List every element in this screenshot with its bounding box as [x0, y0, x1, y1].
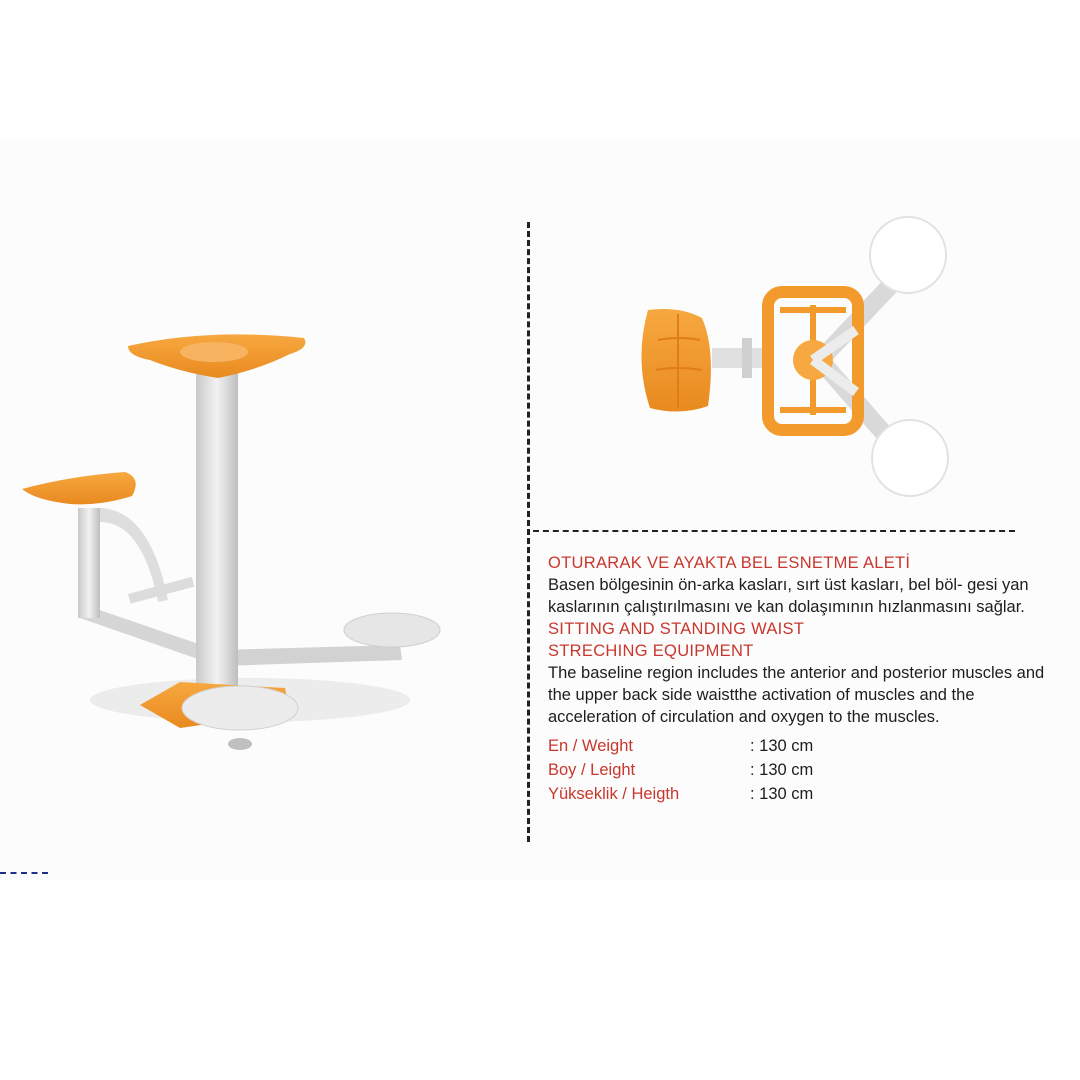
spec-row-width — [548, 734, 1068, 758]
spec-row-height — [548, 782, 1068, 806]
spec-value: : 130 cm — [750, 737, 814, 755]
spec-value: : 130 cm — [750, 761, 814, 779]
edge-divider — [0, 872, 48, 874]
product-description — [548, 552, 1068, 806]
specifications — [548, 734, 1068, 806]
vertical-divider — [527, 222, 530, 842]
title-english-line-1: SITTING AND STANDING WAIST — [548, 620, 805, 638]
description-turkish: Basen bölgesinin ön-arka kasları, sırt üst kasları, bel böl- gesi yan kaslarının çalıştırılmasını ve kan dolaşımının hızlanmasını sağlar. — [548, 576, 1029, 616]
title-turkish: OTURARAK VE AYAKTA BEL ESNETME ALETİ — [548, 554, 911, 572]
spec-row-length — [548, 758, 1068, 782]
spec-value: : 130 cm — [750, 785, 814, 803]
spec-label: En / Weight — [548, 737, 633, 755]
title-english-line-2: STRECHING EQUIPMENT — [548, 642, 754, 660]
equipment-illustration — [0, 300, 470, 770]
horizontal-divider — [533, 530, 1015, 532]
spec-label: Yükseklik / Heigth — [548, 785, 680, 803]
equipment-top-view — [620, 210, 960, 510]
description-english: The baseline region includes the anterior and posterior muscles and the upper back side waistthe activation of muscles and the acceleration of circulation and oxygen to the muscles. — [548, 664, 1045, 726]
spec-label: Boy / Leight — [548, 761, 636, 779]
